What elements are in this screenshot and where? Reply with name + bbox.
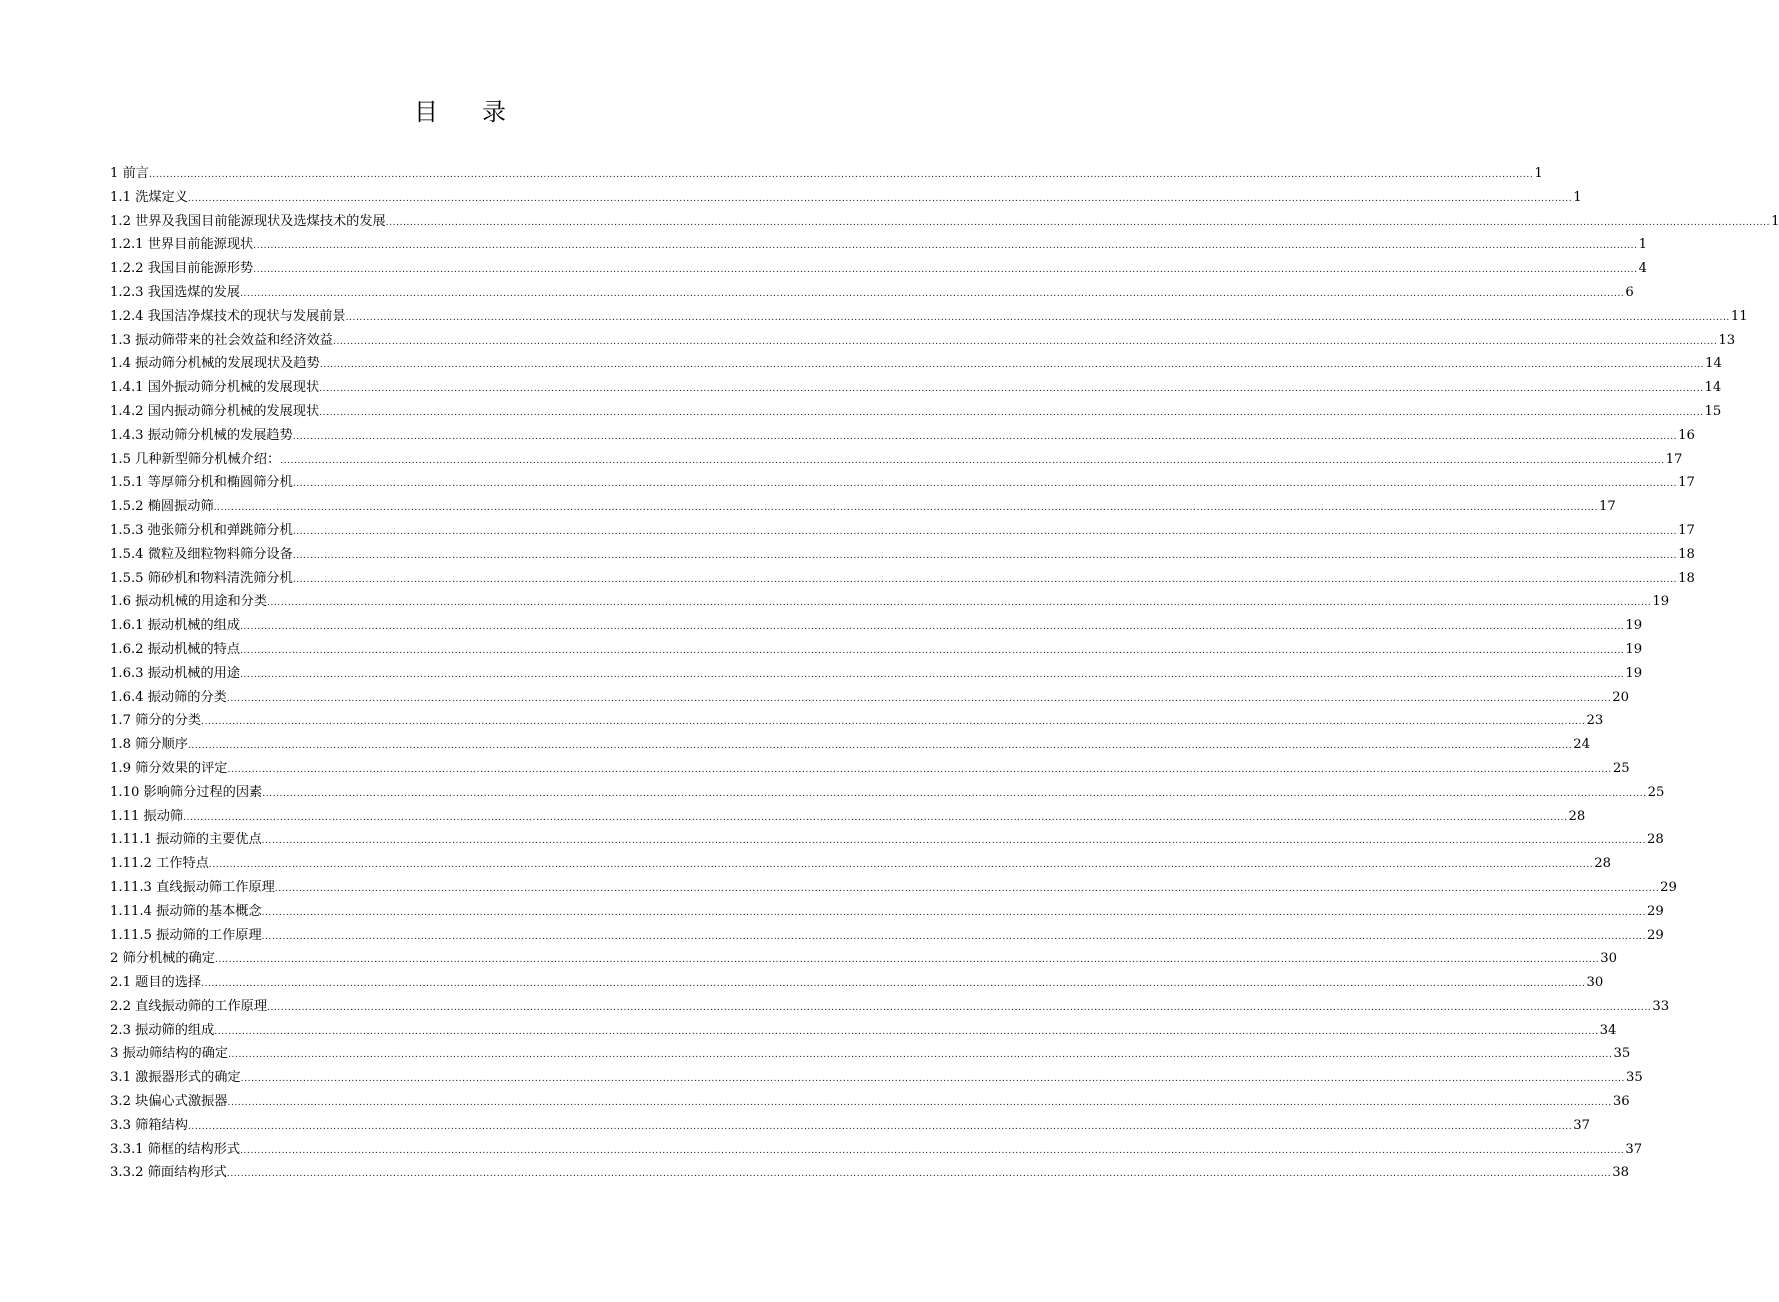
toc-entry-label: 2.1 题目的选择 (110, 975, 202, 991)
toc-dot-leader: ................................................................................................................................................................................................................................................................................................................................................................................................................ (240, 669, 1625, 680)
toc-dot-leader: ................................................................................................................................................................................................................................................................................................................................................................................................................ (214, 955, 1600, 966)
toc-entry-page-number: 29 (1660, 879, 1677, 895)
toc-dot-leader: ................................................................................................................................................................................................................................................................................................................................................................................................................ (240, 1145, 1625, 1156)
toc-dot-leader: ................................................................................................................................................................................................................................................................................................................................................................................................................ (261, 836, 1646, 847)
toc-entry[interactable] (110, 686, 1629, 710)
toc-dot-leader: ................................................................................................................................................................................................................................................................................................................................................................................................................ (227, 764, 1612, 775)
toc-entry-page-number: 28 (1594, 856, 1612, 872)
toc-dot-leader: ................................................................................................................................................................................................................................................................................................................................................................................................................ (319, 407, 1704, 418)
toc-entry-page-number: 20 (1612, 689, 1629, 705)
toc-entry-page-number: 29 (1646, 927, 1664, 943)
toc-entry-page-number: 23 (1586, 713, 1604, 729)
toc-dot-leader: ................................................................................................................................................................................................................................................................................................................................................................................................................ (292, 550, 1678, 561)
toc-entry-label: 3.1 激振器形式的确定 (110, 1070, 241, 1086)
toc-entry-page-number: 29 (1646, 903, 1664, 919)
toc-entry[interactable] (110, 924, 1664, 948)
toc-dot-leader: ................................................................................................................................................................................................................................................................................................................................................................................................................ (228, 1050, 1613, 1061)
toc-entry[interactable] (110, 805, 1586, 829)
toc-dot-leader: ................................................................................................................................................................................................................................................................................................................................................................................................................ (240, 1074, 1626, 1085)
toc-dot-leader: ................................................................................................................................................................................................................................................................................................................................................................................................................ (332, 336, 1718, 347)
toc-entry-label: 1.6 振动机械的用途和分类 (110, 594, 268, 610)
toc-dot-leader: ................................................................................................................................................................................................................................................................................................................................................................................................................ (214, 1026, 1599, 1037)
toc-dot-leader: ................................................................................................................................................................................................................................................................................................................................................................................................................ (267, 1002, 1652, 1013)
toc-entry[interactable] (110, 614, 1643, 638)
toc-entry-page-number: 30 (1600, 951, 1618, 967)
toc-entry-label: 1.4.1 国外振动筛分机械的发展现状 (110, 380, 320, 396)
toc-entry[interactable] (110, 376, 1722, 400)
toc-entry-label: 1.6.1 振动机械的组成 (110, 618, 241, 634)
toc-entry-page-number: 4 (1638, 261, 1647, 277)
toc-entry-page-number: 36 (1612, 1094, 1630, 1110)
toc-entry-label: 1.4.2 国内振动筛分机械的发展现状 (110, 403, 320, 419)
toc-entry-page-number: 1 (1534, 166, 1543, 181)
toc-dot-leader: ................................................................................................................................................................................................................................................................................................................................................................................................................ (292, 574, 1678, 585)
toc-entry-page-number: 17 (1678, 475, 1695, 491)
toc-entry-label: 1.10 影响筛分过程的因素 (110, 784, 263, 800)
toc-entry-page-number: 35 (1626, 1070, 1643, 1086)
toc-entry-label: 1.6.4 振动筛的分类 (110, 689, 227, 705)
toc-entry[interactable] (110, 733, 1591, 757)
toc-dot-leader: ................................................................................................................................................................................................................................................................................................................................................................................................................ (319, 360, 1705, 371)
toc-entry-page-number: 38 (1612, 1165, 1629, 1181)
toc-entry[interactable] (110, 590, 1670, 614)
toc-entry-label: 1.6.3 振动机械的用途 (110, 665, 241, 681)
toc-entry-label: 1.3 振动筛带来的社会效益和经济效益 (110, 332, 333, 348)
toc-entry[interactable] (110, 757, 1630, 781)
toc-entry-page-number: 18 (1678, 570, 1695, 586)
toc-dot-leader: ................................................................................................................................................................................................................................................................................................................................................................................................................ (148, 170, 1534, 180)
toc-entry-page-number: 37 (1625, 1141, 1643, 1157)
toc-dot-leader: ................................................................................................................................................................................................................................................................................................................................................................................................................ (226, 693, 1612, 704)
toc-entry-page-number: 1 (1771, 213, 1779, 229)
toc-entry[interactable] (110, 828, 1664, 852)
toc-entry-label: 1.5 几种新型筛分机械介绍： (110, 451, 281, 467)
toc-entry[interactable] (110, 567, 1695, 591)
toc-entry-page-number: 35 (1613, 1046, 1631, 1062)
toc-entry[interactable] (110, 971, 1604, 995)
toc-entry-page-number: 19 (1625, 665, 1643, 681)
toc-entry-label: 1.5.5 筛砂机和物料清洗筛分机 (110, 570, 293, 586)
toc-entry-page-number: 24 (1573, 737, 1591, 753)
toc-entry[interactable] (110, 305, 1748, 329)
toc-entry[interactable] (110, 900, 1664, 924)
toc-dot-leader: ................................................................................................................................................................................................................................................................................................................................................................................................................ (253, 265, 1638, 276)
toc-entry[interactable] (110, 662, 1643, 686)
toc-entry-label: 1.2.4 我国洁净煤技术的现状与发展前景 (110, 308, 346, 324)
toc-entry-page-number: 19 (1625, 641, 1643, 657)
toc-entry[interactable] (110, 448, 1683, 472)
toc-entry[interactable] (110, 233, 1647, 257)
toc-entry-label: 1.4.3 振动筛分机械的发展趋势 (110, 427, 293, 443)
toc-entry-label: 1.2 世界及我国目前能源现状及选煤技术的发展 (110, 213, 386, 229)
toc-dot-leader: ................................................................................................................................................................................................................................................................................................................................................................................................................ (240, 622, 1625, 633)
toc-entry-label: 1.1 洗煤定义 (110, 189, 188, 205)
toc-entry-label: 1.5.4 微粒及细粒物料筛分设备 (110, 546, 293, 562)
toc-entry-page-number: 11 (1730, 308, 1748, 324)
toc-dot-leader: ................................................................................................................................................................................................................................................................................................................................................................................................................ (226, 1169, 1612, 1180)
toc-entry[interactable] (110, 543, 1695, 567)
toc-dot-leader: ................................................................................................................................................................................................................................................................................................................................................................................................................ (292, 431, 1678, 442)
toc-dot-leader: ................................................................................................................................................................................................................................................................................................................................................................................................................ (274, 883, 1660, 894)
toc-entry-label: 1.11.1 振动筛的主要优点 (110, 832, 262, 848)
toc-entry-page-number: 25 (1647, 784, 1665, 800)
toc-entry-label: 1.7 筛分的分类 (110, 713, 202, 729)
toc-entry-page-number: 15 (1704, 403, 1722, 419)
toc-entry-page-number: 18 (1678, 546, 1695, 562)
toc-dot-leader: ................................................................................................................................................................................................................................................................................................................................................................................................................ (385, 217, 1771, 228)
toc-entry-page-number: 19 (1652, 594, 1670, 610)
toc-entry[interactable] (110, 1114, 1591, 1138)
toc-entry[interactable] (110, 519, 1695, 543)
toc-entry-page-number: 17 (1599, 499, 1616, 515)
toc-entry-page-number: 17 (1678, 522, 1695, 538)
toc-entry-label: 1 前言 (110, 166, 149, 181)
toc-entry[interactable] (110, 1090, 1630, 1114)
toc-entry[interactable] (110, 781, 1665, 805)
toc-entry-label: 3 振动筛结构的确定 (110, 1046, 229, 1062)
toc-entry[interactable] (110, 162, 1543, 186)
toc-entry-page-number: 6 (1625, 284, 1634, 300)
toc-entry-page-number: 1 (1573, 189, 1582, 205)
toc-entry-label: 1.9 筛分效果的评定 (110, 760, 228, 776)
toc-dot-leader: ................................................................................................................................................................................................................................................................................................................................................................................................................ (345, 312, 1730, 323)
toc-entry-page-number: 17 (1665, 451, 1683, 467)
toc-entry-label: 3.3 筛箱结构 (110, 1117, 188, 1133)
toc-entry-page-number: 13 (1718, 332, 1736, 348)
toc-entry[interactable] (110, 709, 1604, 733)
toc-entry-page-number: 25 (1612, 760, 1630, 776)
toc-entry[interactable] (110, 1019, 1617, 1043)
toc-dot-leader: ................................................................................................................................................................................................................................................................................................................................................................................................................ (227, 1098, 1612, 1109)
page-title: 目录 (414, 98, 550, 126)
toc-entry[interactable] (110, 352, 1722, 376)
toc-entry-page-number: 19 (1625, 618, 1643, 634)
toc-dot-leader: ................................................................................................................................................................................................................................................................................................................................................................................................................ (183, 812, 1568, 823)
toc-entry-label: 3.2 块偏心式激振器 (110, 1094, 228, 1110)
toc-entry-page-number: 37 (1573, 1117, 1591, 1133)
toc-dot-leader: ................................................................................................................................................................................................................................................................................................................................................................................................................ (292, 479, 1678, 490)
toc-entry-label: 1.2.1 世界目前能源现状 (110, 237, 254, 253)
toc-entry-page-number: 1 (1638, 237, 1647, 253)
toc-entry-label: 1.4 振动筛分机械的发展现状及趋势 (110, 356, 320, 372)
toc-dot-leader: ................................................................................................................................................................................................................................................................................................................................................................................................................ (261, 931, 1646, 942)
table-of-contents (110, 162, 1779, 1185)
toc-dot-leader: ................................................................................................................................................................................................................................................................................................................................................................................................................ (262, 788, 1647, 799)
toc-entry[interactable] (110, 210, 1779, 234)
toc-entry-page-number: 16 (1678, 427, 1695, 443)
toc-entry[interactable] (110, 186, 1582, 210)
toc-entry[interactable] (110, 424, 1695, 448)
toc-dot-leader: ................................................................................................................................................................................................................................................................................................................................................................................................................ (253, 241, 1638, 252)
toc-entry-page-number: 33 (1652, 998, 1670, 1014)
toc-entry[interactable] (110, 638, 1643, 662)
toc-entry-label: 1.11.2 工作特点 (110, 856, 209, 872)
toc-dot-leader: ................................................................................................................................................................................................................................................................................................................................................................................................................ (267, 598, 1652, 609)
toc-dot-leader: ................................................................................................................................................................................................................................................................................................................................................................................................................ (240, 288, 1625, 299)
toc-entry-page-number: 30 (1586, 975, 1604, 991)
toc-entry[interactable] (110, 1161, 1629, 1185)
toc-dot-leader: ................................................................................................................................................................................................................................................................................................................................................................................................................ (208, 860, 1594, 871)
toc-entry[interactable] (110, 876, 1677, 900)
toc-entry-label: 1.11.4 振动筛的基本概念 (110, 903, 262, 919)
toc-dot-leader: ................................................................................................................................................................................................................................................................................................................................................................................................................ (201, 979, 1586, 990)
toc-entry-label: 1.2.3 我国选煤的发展 (110, 284, 241, 300)
toc-entry[interactable] (110, 947, 1618, 971)
toc-dot-leader: ................................................................................................................................................................................................................................................................................................................................................................................................................ (187, 741, 1573, 752)
toc-entry-label: 1.6.2 振动机械的特点 (110, 641, 241, 657)
toc-entry[interactable] (110, 852, 1612, 876)
toc-dot-leader: ................................................................................................................................................................................................................................................................................................................................................................................................................ (187, 1121, 1573, 1132)
toc-entry[interactable] (110, 471, 1695, 495)
toc-entry[interactable] (110, 995, 1670, 1019)
toc-entry[interactable] (110, 329, 1736, 353)
toc-entry-label: 1.11 振动筛 (110, 808, 184, 824)
toc-entry[interactable] (110, 1042, 1631, 1066)
toc-entry-label: 3.3.2 筛面结构形式 (110, 1165, 227, 1181)
toc-entry-label: 1.5.3 弛张筛分机和弹跳筛分机 (110, 522, 293, 538)
toc-entry-label: 1.11.5 振动筛的工作原理 (110, 927, 262, 943)
toc-dot-leader: ................................................................................................................................................................................................................................................................................................................................................................................................................ (201, 717, 1586, 728)
toc-entry-page-number: 28 (1646, 832, 1664, 848)
toc-entry-label: 1.8 筛分顺序 (110, 737, 188, 753)
toc-dot-leader: ................................................................................................................................................................................................................................................................................................................................................................................................................ (240, 645, 1625, 656)
toc-entry[interactable] (110, 1138, 1643, 1162)
toc-entry-label: 3.3.1 筛框的结构形式 (110, 1141, 241, 1157)
toc-dot-leader: ................................................................................................................................................................................................................................................................................................................................................................................................................ (213, 503, 1599, 514)
toc-dot-leader: ................................................................................................................................................................................................................................................................................................................................................................................................................ (319, 384, 1704, 395)
toc-dot-leader: ................................................................................................................................................................................................................................................................................................................................................................................................................ (261, 907, 1646, 918)
toc-entry-page-number: 34 (1599, 1022, 1617, 1038)
toc-entry-label: 2.2 直线振动筛的工作原理 (110, 998, 268, 1014)
toc-entry[interactable] (110, 1066, 1643, 1090)
toc-dot-leader: ................................................................................................................................................................................................................................................................................................................................................................................................................ (280, 455, 1665, 466)
toc-entry[interactable] (110, 400, 1722, 424)
toc-entry[interactable] (110, 281, 1634, 305)
toc-entry-label: 1.11.3 直线振动筛工作原理 (110, 879, 275, 895)
toc-entry-label: 1.5.1 等厚筛分机和椭圆筛分机 (110, 475, 293, 491)
toc-entry-label: 1.5.2 椭圆振动筛 (110, 499, 214, 515)
toc-entry-label: 2 筛分机械的确定 (110, 951, 215, 967)
toc-entry-page-number: 28 (1568, 808, 1586, 824)
toc-entry[interactable] (110, 257, 1647, 281)
toc-dot-leader: ................................................................................................................................................................................................................................................................................................................................................................................................................ (187, 193, 1573, 204)
toc-entry-page-number: 14 (1705, 356, 1722, 372)
toc-entry-page-number: 14 (1704, 380, 1722, 396)
toc-entry[interactable] (110, 495, 1616, 519)
toc-entry-label: 1.2.2 我国目前能源形势 (110, 261, 254, 277)
toc-dot-leader: ................................................................................................................................................................................................................................................................................................................................................................................................................ (292, 526, 1678, 537)
toc-entry-label: 2.3 振动筛的组成 (110, 1022, 215, 1038)
